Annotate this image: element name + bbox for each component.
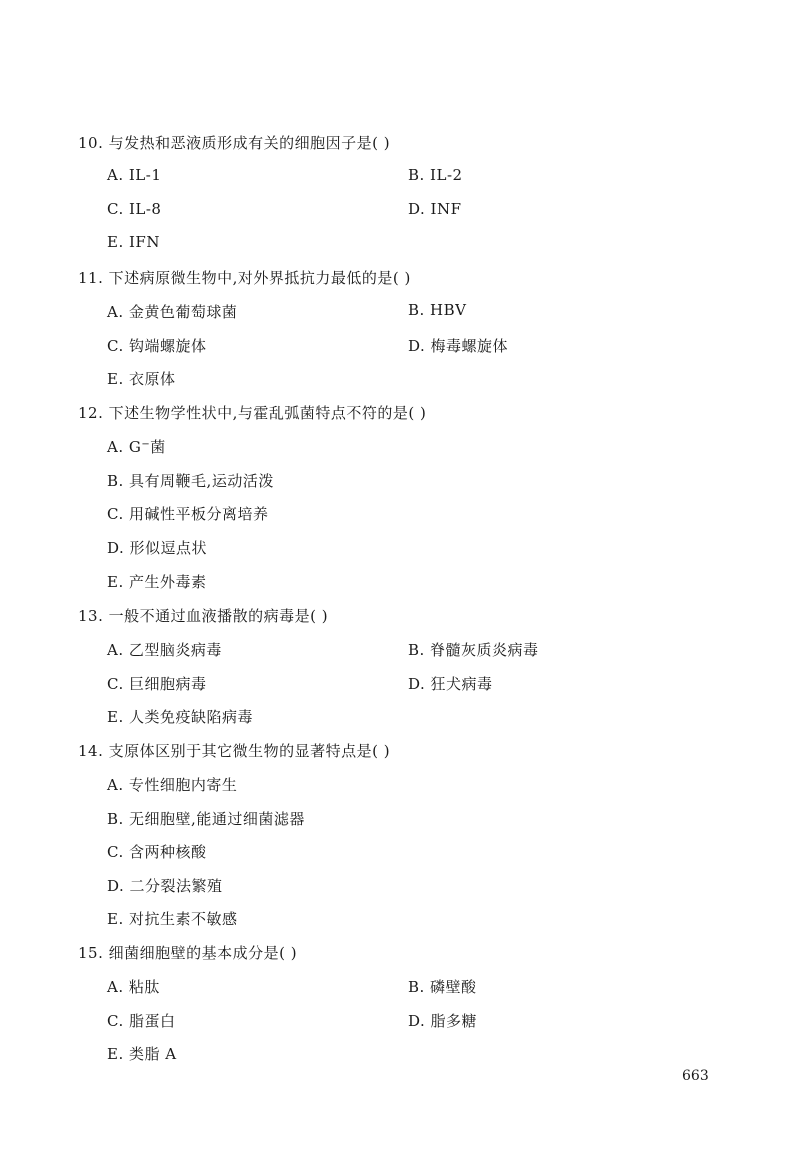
q15-option-a: A. 粘肽 <box>107 978 160 996</box>
question-14: 14. 支原体区别于其它微生物的显著特点是( ) <box>78 742 391 760</box>
q11-option-c: C. 钩端螺旋体 <box>107 337 207 355</box>
q11-option-e: E. 衣原体 <box>107 370 176 388</box>
q15-option-b: B. 磷壁酸 <box>408 978 477 996</box>
q10-option-c: C. IL-8 <box>107 200 162 218</box>
q10-option-d: D. INF <box>408 200 462 218</box>
question-12: 12. 下述生物学性状中,与霍乱弧菌特点不符的是( ) <box>78 404 427 422</box>
question-13: 13. 一般不通过血液播散的病毒是( ) <box>78 607 329 625</box>
q14-option-e: E. 对抗生素不敏感 <box>107 910 238 928</box>
q14-option-c: C. 含两种核酸 <box>107 843 207 861</box>
q15-option-c: C. 脂蛋白 <box>107 1012 176 1030</box>
q12-option-e: E. 产生外毒素 <box>107 573 207 591</box>
q14-option-a: A. 专性细胞内寄生 <box>107 776 238 794</box>
q13-option-b: B. 脊髓灰质炎病毒 <box>408 641 539 659</box>
q12-option-d: D. 形似逗点状 <box>107 539 208 557</box>
q11-option-d: D. 梅毒螺旋体 <box>408 337 509 355</box>
q15-option-e: E. 类脂 A <box>107 1045 177 1063</box>
q14-option-d: D. 二分裂法繁殖 <box>107 877 223 895</box>
q13-option-c: C. 巨细胞病毒 <box>107 675 207 693</box>
q12-option-b: B. 具有周鞭毛,运动活泼 <box>107 472 274 490</box>
q12-option-a <box>107 436 166 457</box>
q12-option-a-suffix: 菌 <box>150 438 166 456</box>
q12-option-c: C. 用碱性平板分离培养 <box>107 505 269 523</box>
q13-option-d: D. 狂犬病毒 <box>408 675 493 693</box>
q14-option-b: B. 无细胞壁,能通过细菌滤器 <box>107 810 305 828</box>
q11-option-a: A. 金黄色葡萄球菌 <box>107 303 238 321</box>
q12-option-a-superscript: − <box>141 439 151 450</box>
question-11: 11. 下述病原微生物中,对外界抵抗力最低的是( ) <box>78 269 411 287</box>
q13-option-e: E. 人类免疫缺陷病毒 <box>107 708 253 726</box>
q12-option-a-prefix: A. G <box>107 438 142 456</box>
q15-option-d: D. 脂多糖 <box>408 1012 478 1030</box>
q11-option-b: B. HBV <box>408 301 467 319</box>
q10-option-b: B. IL-2 <box>408 166 463 184</box>
question-10: 10. 与发热和恶液质形成有关的细胞因子是( ) <box>78 134 391 152</box>
q13-option-a: A. 乙型脑炎病毒 <box>107 641 222 659</box>
page-number: 663 <box>682 1068 709 1084</box>
q10-option-e: E. IFN <box>107 233 160 251</box>
question-15: 15. 细菌细胞壁的基本成分是( ) <box>78 944 298 962</box>
q10-option-a: A. IL-1 <box>107 166 162 184</box>
